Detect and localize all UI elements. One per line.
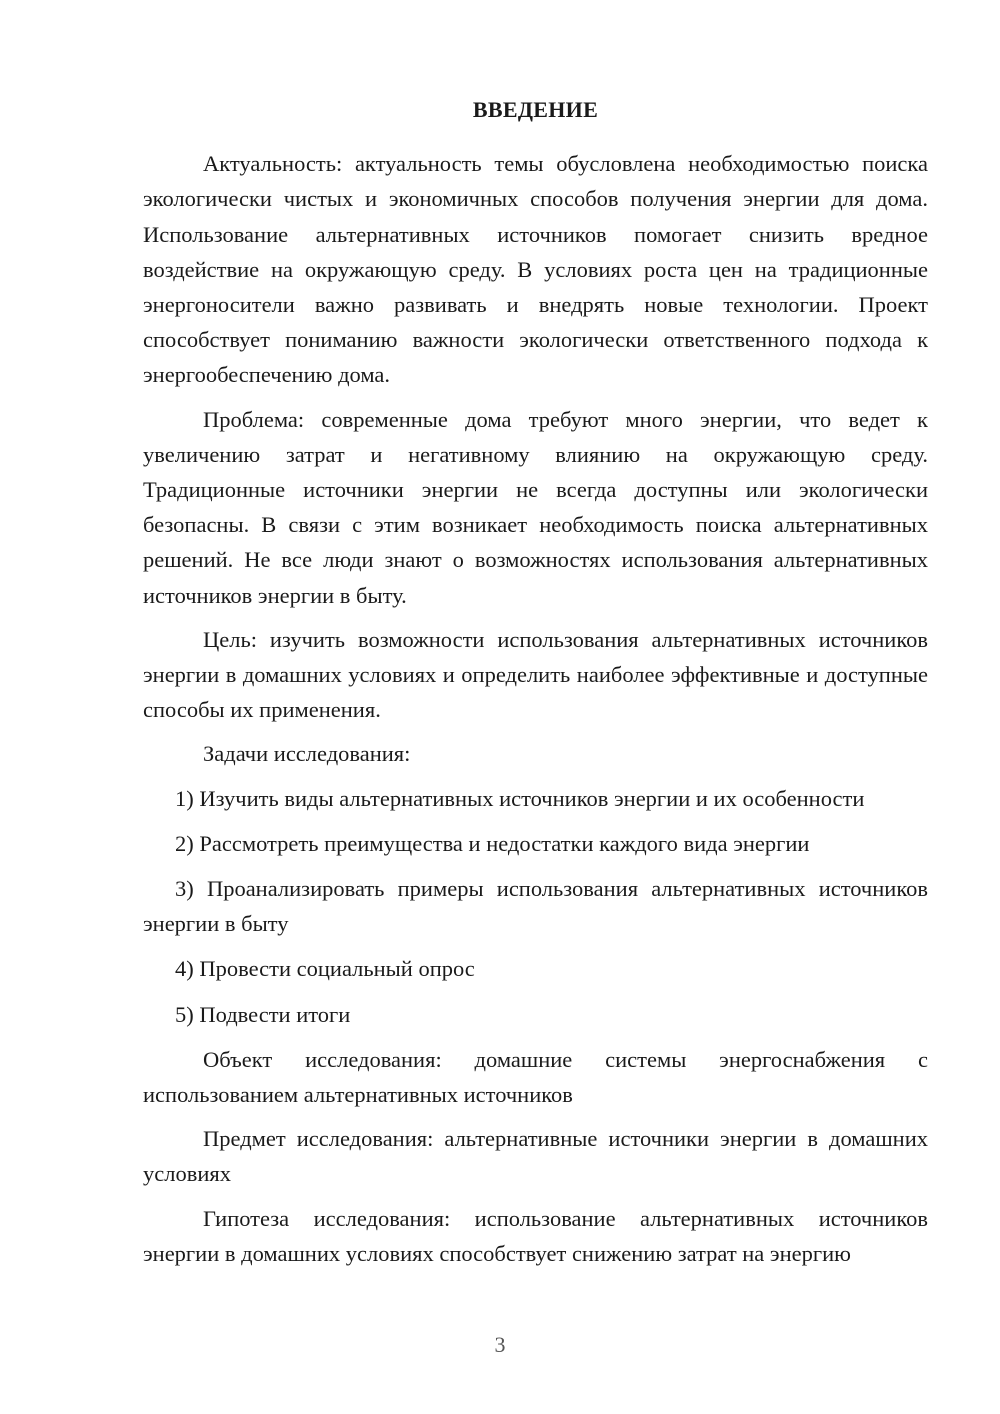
page-number: 3 bbox=[494, 1332, 506, 1357]
section-title: ВВЕДЕНИЕ bbox=[472, 97, 599, 122]
relevance-paragraph: Актуальность: актуальность темы обусловлена необходимостью поиска экологически чистых и экономичных способов получения энергии для дома. Использование альтернативных источников помогает снизить вредное воздействие на окружающую среду. В условиях роста цен на традиционные энергоносители важно развивать и внедрять новые технологии. Проект способствует пониманию важности экологически ответственного подхода к энергообеспечению дома. bbox=[143, 151, 928, 388]
page-content bbox=[143, 92, 928, 1280]
task-item: 5) Подвести итоги bbox=[175, 1001, 351, 1027]
task-item: 4) Провести социальный опрос bbox=[175, 956, 475, 982]
problem-paragraph: Проблема: современные дома требуют много энергии, что ведет к увеличению затрат и негативному влиянию на окружающую среду. Традиционные источники энергии не всегда доступны или экологически безопасны. В связи с этим возникает необходимость поиска альтернативных решений. Не все люди знают о возможностях использования альтернативных источников энергии в быту. bbox=[143, 406, 928, 608]
task-item: 3) Проанализировать примеры использования альтернативных источников энергии в быту bbox=[143, 876, 928, 937]
goal-paragraph: Цель: изучить возможности использования альтернативных источников энергии в домашних условиях и определить наиболее эффективные и доступные способы их применения. bbox=[143, 626, 928, 723]
task-item: 2) Рассмотреть преимущества и недостатки каждого вида энергии bbox=[175, 830, 810, 856]
tasks-heading: Задачи исследования: bbox=[203, 741, 411, 767]
task-item: 1) Изучить виды альтернативных источников энергии и их особенности bbox=[175, 785, 865, 811]
object-paragraph: Объект исследования: домашние системы энергоснабжения с использованием альтернативных источников bbox=[143, 1046, 928, 1108]
hypothesis-paragraph: Гипотеза исследования: использование альтернативных источников энергии в домашних условиях способствует снижению затрат на энергию bbox=[143, 1205, 928, 1266]
subject-paragraph: Предмет исследования: альтернативные источники энергии в домашних условиях bbox=[143, 1126, 928, 1187]
